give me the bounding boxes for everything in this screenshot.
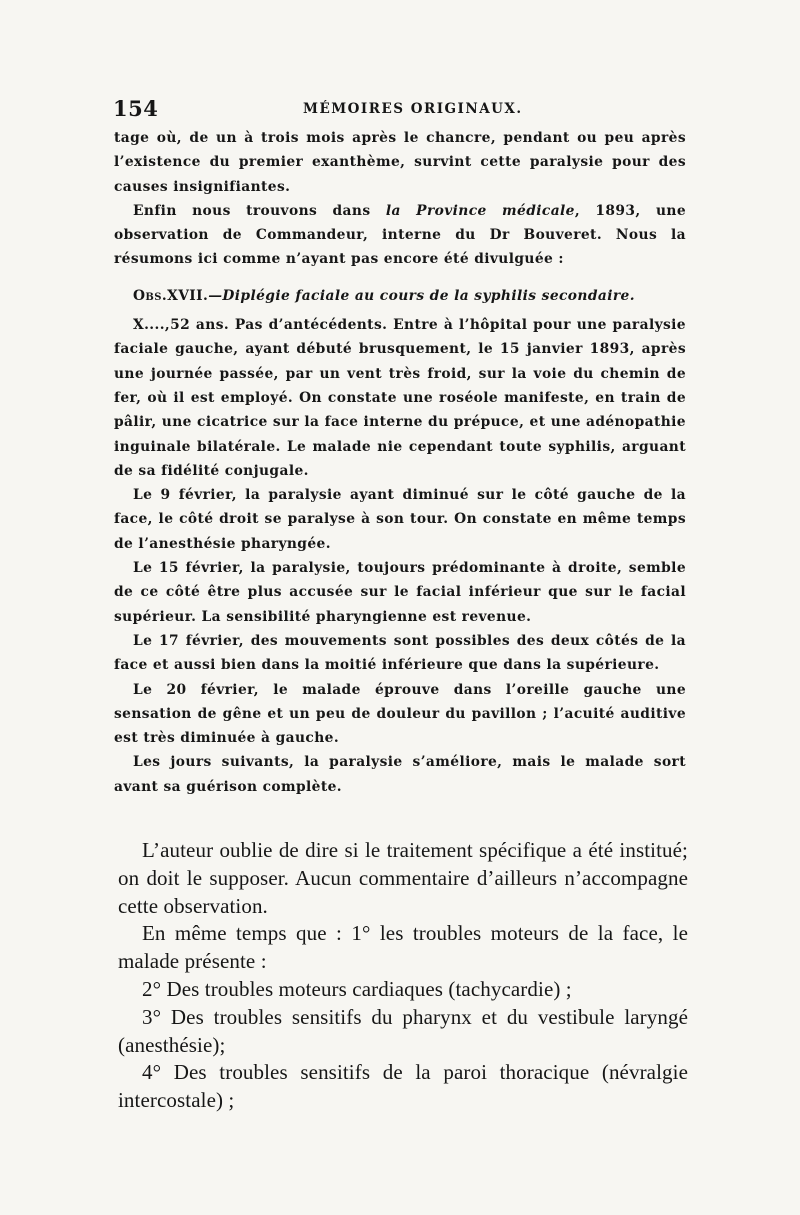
commentary-paragraph: En même temps que : 1° les troubles moteurs de la face, le malade présente : xyxy=(118,921,688,974)
case-paragraph: Le 17 février, des mouvements sont possibles des deux côtés de la face et aussi bien dans la moitié inférieure que dans la supérieure. xyxy=(114,632,686,674)
commentary-text xyxy=(118,837,688,1115)
page-header xyxy=(113,96,688,121)
observation-label: Obs.XVII. xyxy=(133,287,209,304)
commentary-item: 2° Des troubles moteurs cardiaques (tachycardie) ; xyxy=(142,976,572,1001)
running-head: MÉMOIRES ORIGINAUX. xyxy=(303,101,523,117)
commentary-item: 4° Des troubles sensitifs de la paroi thoracique (névralgie intercostale) ; xyxy=(118,1060,688,1113)
journal-title: la Province médicale xyxy=(385,202,575,219)
commentary-paragraph: L’auteur oublie de dire si le traitement spécifique a été institué; on doit le supposer. Aucun commentaire d’ailleurs n’accompagne cette observation. xyxy=(118,838,688,918)
observation-heading xyxy=(114,284,686,308)
source-paragraph xyxy=(114,199,686,272)
opening-paragraph: tage où, de un à trois mois après le chancre, pendant ou peu après l’existence du premier exanthème, survint cette paralysie pour des causes insignifiantes. xyxy=(114,130,686,195)
source-text-before: Enfin nous trouvons dans xyxy=(133,202,386,219)
observation-title: —Diplégie faciale au cours de la syphilis secondaire. xyxy=(208,287,635,304)
case-paragraph: Le 20 février, le malade éprouve dans l’oreille gauche une sensation de gêne et un peu de douleur du pavillon ; l’acuité auditive est très diminuée à gauche. xyxy=(114,681,686,747)
case-paragraph: X....,52 ans. Pas d’antécédents. Entre à l’hôpital pour une paralysie faciale gauche, ayant débuté brusquement, le 15 janvier 1893, après une journée passée, par un vent très froid, sur la voie du chemin de fer, où il est employé. On constate une roséole manifeste, en train de pâlir, une cicatrice sur la face interne du prépuce, et une adénopathie inguinale bilatérale. Le malade nie cependant toute syphilis, arguant de sa fidélité conjugale. xyxy=(114,317,686,479)
page-number: 154 xyxy=(113,96,159,121)
observation-text xyxy=(114,126,686,799)
source-text-after: , 1893, une observation de Commandeur, interne du Dr Bouveret. Nous la résumons ici comme n’ayant pas encore été divulguée : xyxy=(114,202,686,268)
case-paragraph: Les jours suivants, la paralysie s’améliore, mais le malade sort avant sa guérison complète. xyxy=(114,754,686,795)
case-paragraph: Le 9 février, la paralysie ayant diminué sur le côté gauche de la face, le côté droit se paralyse à son tour. On constate en même temps de l’anesthésie pharyngée. xyxy=(114,487,686,552)
commentary-item: 3° Des troubles sensitifs du pharynx et du vestibule laryngé (anesthésie); xyxy=(118,1004,688,1057)
case-paragraph: Le 15 février, la paralysie, toujours prédominante à droite, semble de ce côté être plus accusée sur le facial inférieur que sur le facial supérieur. La sensibilité pharyngienne est revenue. xyxy=(114,560,686,625)
